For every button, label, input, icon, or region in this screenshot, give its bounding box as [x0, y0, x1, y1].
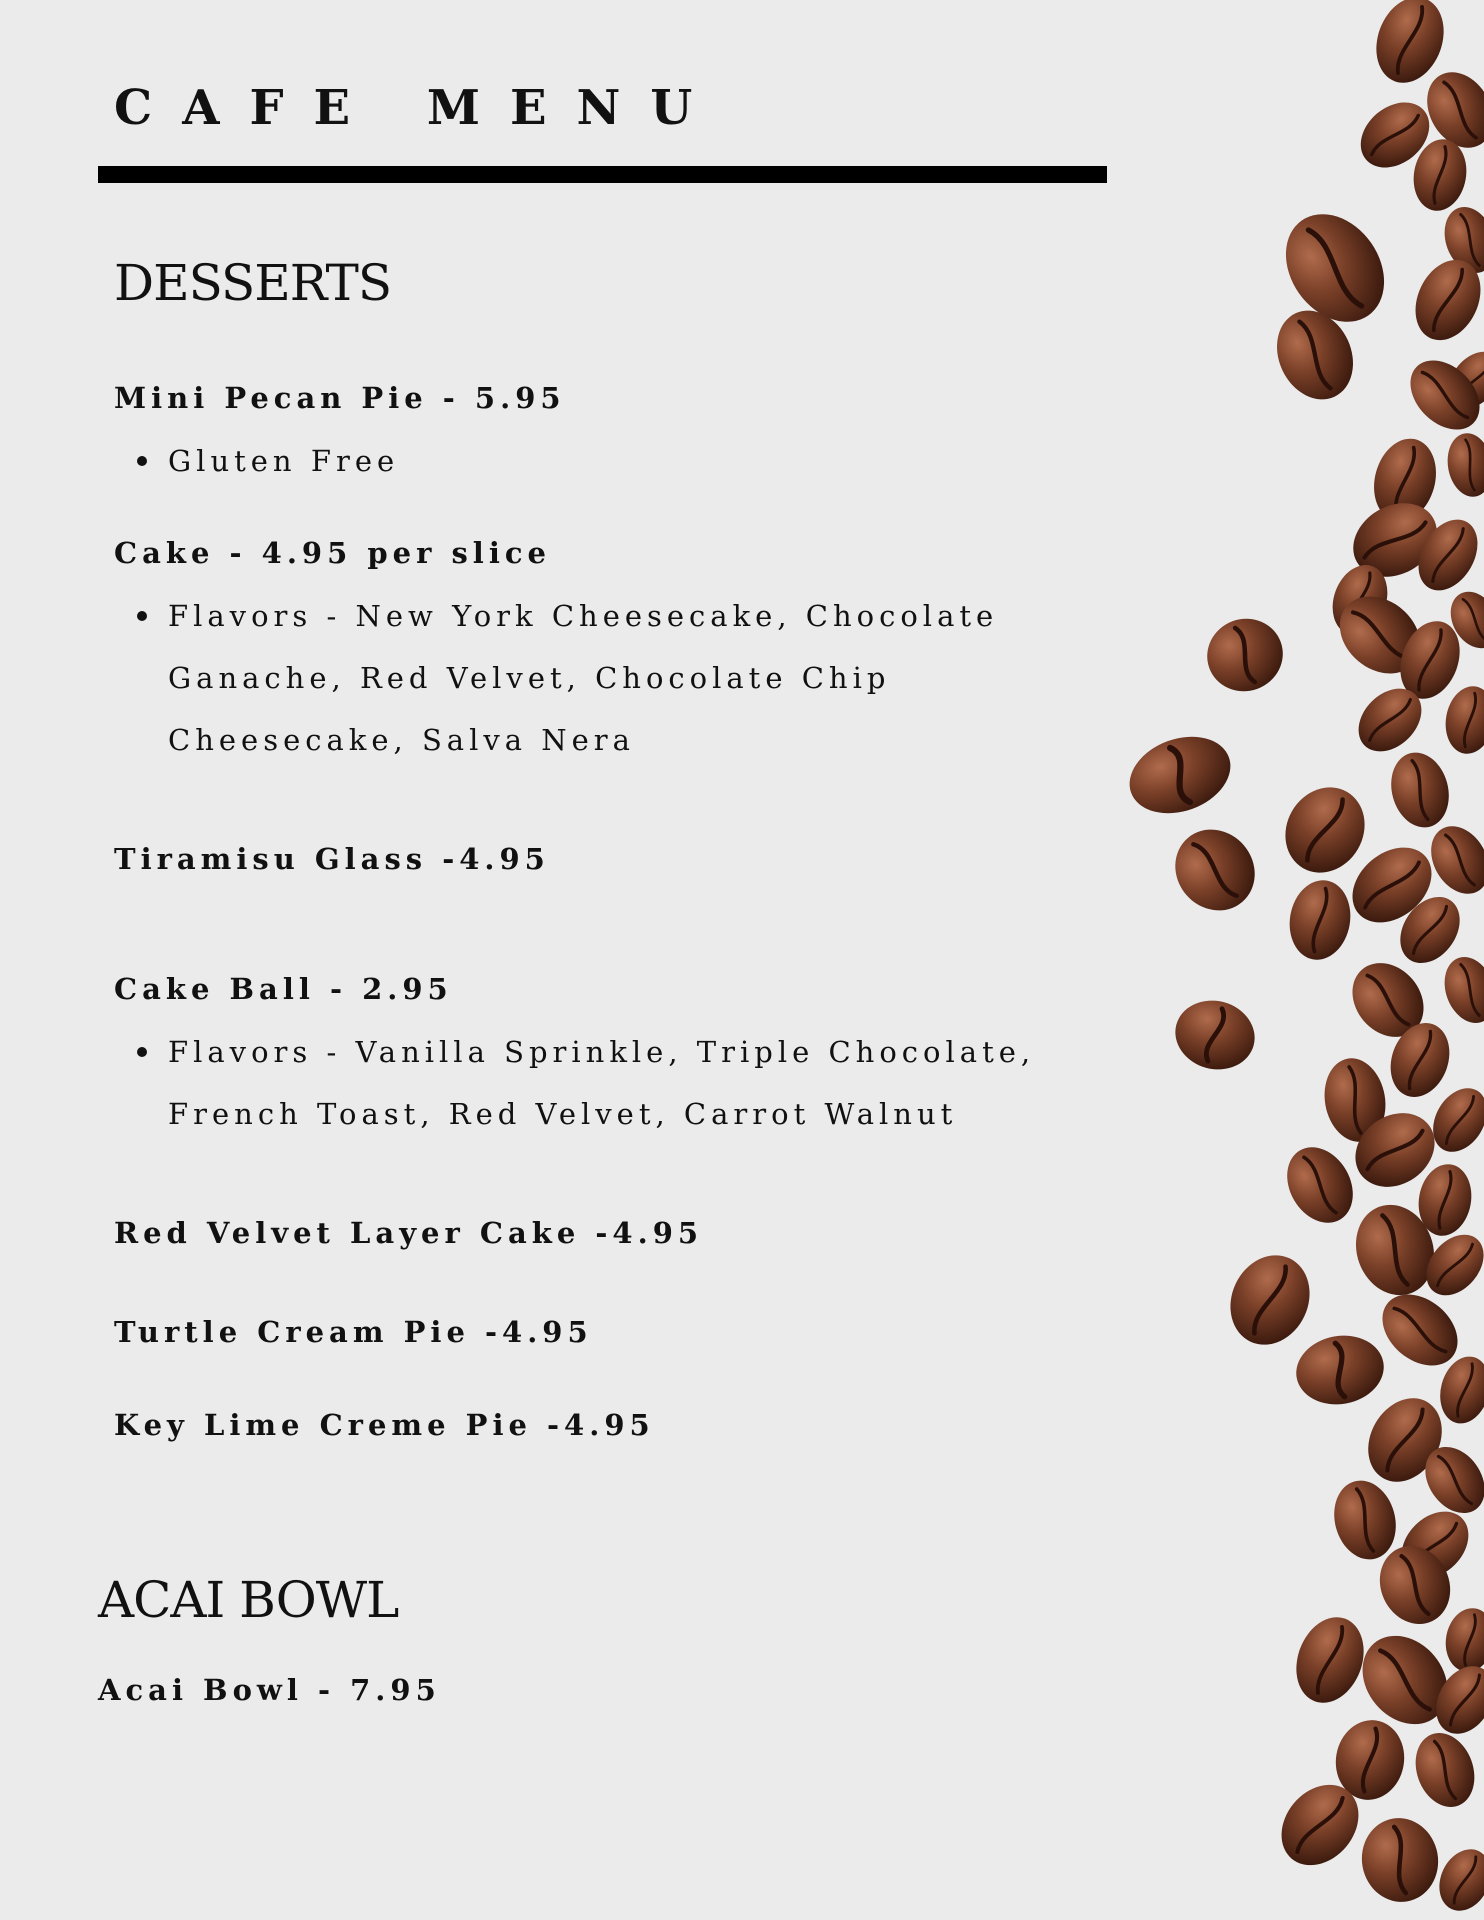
- page-title: CAFE MENU: [114, 80, 723, 136]
- menu-item-red-velvet-layer-cake: Red Velvet Layer Cake -4.95: [114, 1216, 704, 1250]
- coffee-bean: [1197, 608, 1293, 702]
- menu-item-turtle-cream-pie: Turtle Cream Pie -4.95: [114, 1315, 593, 1349]
- coffee-bean: [1419, 816, 1484, 904]
- coffee-bean: [1443, 430, 1484, 501]
- coffee-bean: [1263, 298, 1367, 412]
- coffee-bean: [1424, 1656, 1484, 1744]
- coffee-bean: [1318, 1053, 1392, 1146]
- detail-list-item: [168, 430, 1068, 492]
- coffee-bean: [1284, 875, 1357, 964]
- coffee-bean: [1383, 746, 1457, 834]
- detail-list-item: [168, 1021, 1103, 1145]
- coffee-bean: [1274, 1135, 1366, 1234]
- coffee-bean: [1266, 195, 1405, 340]
- bullet-icon: [137, 456, 147, 466]
- coffee-bean: [1438, 341, 1484, 418]
- coffee-bean: [1345, 1619, 1465, 1741]
- coffee-bean: [1355, 1812, 1444, 1908]
- coffee-bean: [1436, 950, 1484, 1030]
- title-divider: [98, 166, 1107, 183]
- coffee-bean: [1340, 489, 1450, 592]
- coffee-bean: [1330, 1715, 1411, 1806]
- menu-item-cake-ball: Cake Ball - 2.95: [114, 972, 453, 1006]
- coffee-bean: [1119, 723, 1241, 826]
- coffee-bean: [1441, 583, 1484, 657]
- menu-item-mini-pecan-pie: Mini Pecan Pie - 5.95: [114, 381, 566, 415]
- coffee-bean: [1440, 682, 1484, 757]
- coffee-bean: [1413, 1436, 1484, 1525]
- coffee-bean: [1403, 249, 1484, 350]
- coffee-bean: [1367, 1534, 1462, 1635]
- detail-list-item: [168, 585, 1068, 771]
- menu-item-key-lime-creme-pie: Key Lime Creme Pie -4.95: [114, 1408, 655, 1442]
- coffee-bean: [1422, 1079, 1484, 1162]
- item-details-mini-pecan-pie: [168, 430, 1068, 492]
- coffee-bean: [1365, 432, 1445, 529]
- item-details-cake: [168, 585, 1068, 771]
- coffee-bean: [1338, 832, 1447, 938]
- coffee-bean: [1323, 557, 1396, 642]
- coffee-bean: [1414, 60, 1484, 159]
- coffee-bean: [1415, 1224, 1484, 1307]
- coffee-bean: [1397, 347, 1484, 443]
- detail-text: Gluten Free: [168, 444, 400, 478]
- coffee-bean: [1338, 949, 1438, 1051]
- coffee-bean: [1326, 1474, 1405, 1567]
- coffee-bean: [1430, 1841, 1484, 1919]
- bullet-icon: [137, 1047, 147, 1057]
- coffee-bean: [1216, 1242, 1324, 1357]
- coffee-bean: [1381, 1015, 1460, 1106]
- coffee-bean: [1324, 581, 1435, 690]
- coffee-bean: [1441, 1604, 1484, 1675]
- coffee-bean: [1354, 1385, 1457, 1495]
- coffee-bean: [1390, 613, 1470, 707]
- bullet-icon: [137, 611, 147, 621]
- coffee-bean: [1285, 1608, 1375, 1713]
- coffee-bean: [1413, 1160, 1477, 1240]
- coffee-bean: [1436, 200, 1484, 280]
- coffee-bean: [1159, 813, 1271, 926]
- section-heading-acai-bowl: ACAI BOWL: [98, 1571, 399, 1629]
- coffee-bean: [1369, 1280, 1472, 1380]
- coffee-bean: [1270, 773, 1380, 887]
- coffee-bean: [1346, 676, 1434, 764]
- coffee-bean: [1408, 135, 1472, 215]
- detail-text: Flavors - Vanilla Sprinkle, Triple Chocolate, French Toast, Red Velvet, Carrot Walnut: [168, 1035, 1036, 1131]
- coffee-bean: [1406, 1725, 1484, 1816]
- coffee-bean: [1406, 509, 1484, 601]
- menu-item-acai-bowl: Acai Bowl - 7.95: [98, 1673, 441, 1707]
- coffee-bean: [1168, 992, 1263, 1078]
- coffee-bean: [1348, 89, 1442, 181]
- coffee-bean: [1388, 1498, 1481, 1591]
- menu-item-cake: Cake - 4.95 per slice: [114, 536, 551, 570]
- section-heading-desserts: DESSERTS: [114, 254, 392, 312]
- item-details-cake-ball: [168, 1021, 1103, 1145]
- coffee-bean: [1365, 0, 1455, 92]
- coffee-bean: [1341, 1098, 1449, 1202]
- coffee-bean: [1344, 1194, 1447, 1306]
- coffee-bean: [1266, 1769, 1375, 1880]
- coffee-bean: [1291, 1329, 1389, 1411]
- coffee-bean: [1433, 1351, 1484, 1429]
- coffee-bean: [1388, 886, 1472, 975]
- detail-text: Flavors - New York Cheesecake, Chocolate Ganache, Red Velvet, Chocolate Chip Cheesecake, Salva Nera: [168, 599, 999, 757]
- menu-item-tiramisu-glass: Tiramisu Glass -4.95: [114, 842, 550, 876]
